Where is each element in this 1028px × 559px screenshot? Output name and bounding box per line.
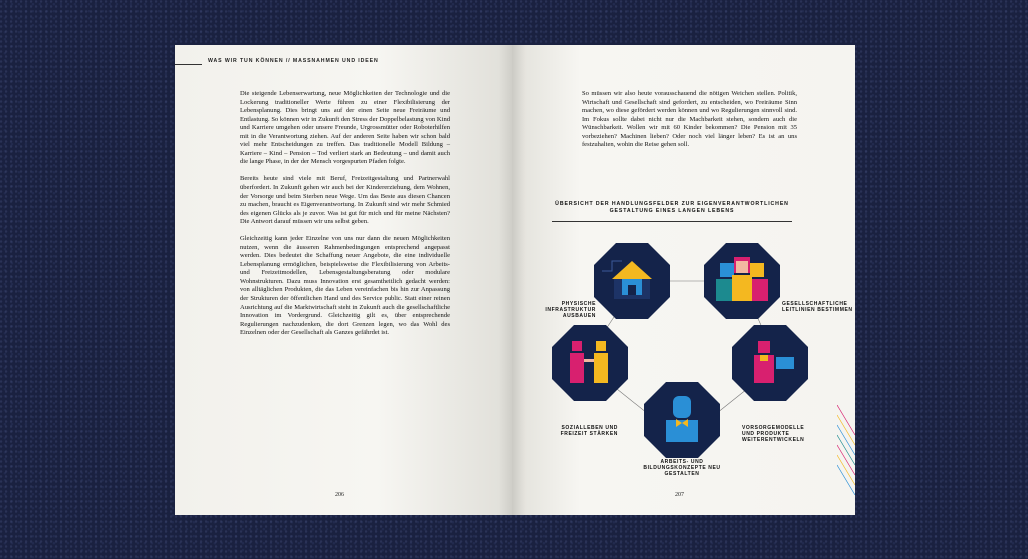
page-number: 207: [675, 492, 684, 498]
colored-stripes-decoration: [837, 405, 855, 495]
running-head-text: WAS WIR TUN KÖNNEN // MASSNAHMEN UND IDEEN: [208, 58, 379, 64]
paragraph: Bereits heute sind viele mit Beruf, Freizeitgestaltung und Partnerwahl überfordert. In Zukunft gehen wir auch bei der Kindererziehung, dem Wohnen, der Vorsorge und beim Sterben neue Wege. Um das Beste aus diesen Chancen zu machen, braucht es Eigenverantwortung. In Zukunft sind wir mehr Schmied des eigenen Glücks als je zuvor. Was ist gut für mich und für meine Nächsten? Die Antwort darauf müssen wir uns selbst geben.: [240, 175, 450, 226]
label-guidelines: GESELLSCHAFTLICHE LEITLINIEN BESTIMMEN: [782, 301, 853, 313]
label-infrastructure: PHYSISCHE INFRASTRUKTUR AUSBAUEN: [545, 301, 596, 319]
running-head-rule: [175, 64, 202, 65]
label-social-life: SOZIALLEBEN UND FREIZEIT STÄRKEN: [560, 425, 618, 437]
presenter-icon: [732, 325, 808, 401]
overview-title: ÜBERSICHT DER HANDLUNGSFELDER ZUR EIGENVERANTWORTLICHEN GESTALTUNG EINES LANGEN LEBENS: [555, 201, 789, 214]
group-of-people-icon: [704, 243, 780, 319]
page-number: 206: [335, 492, 344, 498]
person-bowtie-icon: [644, 382, 720, 458]
label-provision-models: VORSORGEMODELLE UND PRODUKTE WEITERENTWICKELN: [742, 425, 805, 443]
paragraph: Gleichzeitig kann jeder Einzelne von uns nur dann die neuen Möglichkeiten nutzen, wenn die äusseren Rahmenbedingungen entsprechend angepasst werden. Dies bedeutet die Schaffung neuer Angebote, die eine individuelle Lebensplanung ermöglichen, beispielsweise die Flexibilisierung von Arbeits- und Freizeitmodellen, Lebensgestaltungsberatung oder modulare Wohnstrukturen. Dazu muss Innovation erst gesamtheitlich gedacht werden: von alltäglichen Produkten, die das Leben vereinfachen bis hin zur Anpassung der Strukturen der öffentlichen Hand und des Service public. Statt einer reinen Ausrichtung auf die Marktwirtschaft steht in Zukunft auch die gesellschaftliche Innovation im Vordergrund. Gleichzeitig gilt es, über entsprechende Regulierungen nachzudenken, die dort Grenzen legen, wo das Wohl des Einzelnen oder der Gesellschaft als Ganzes gefährdet ist.: [240, 235, 450, 337]
house-icon: [594, 243, 670, 319]
left-page: [175, 45, 512, 515]
running-head: [175, 58, 512, 68]
label-work-education: ARBEITS- UND BILDUNGSKONZEPTE NEU GESTALTEN: [643, 459, 721, 477]
left-body-text: [240, 90, 450, 346]
book-spread: [175, 45, 855, 515]
right-body-text: [582, 90, 797, 158]
paragraph: Die steigende Lebenserwartung, neue Möglichkeiten der Technologie und die Lockerung traditioneller Werte führen zu einer Flexibilisierung der Lebensplanung. Dies bringt uns auf der einen Seite neue Freiräume und Entlastung. So können wir in Zukunft den Stress der Doppelbelastung von Kind und Karriere umgehen oder unsere Freunde, Urgrossmütter oder Roboterhilfen mit in die Verantwortung ziehen. Auf der anderen Seite haben wir schon bald viel mehr Entscheidungen zu treffen. Das traditionelle Modell Bildung – Karriere – Kind – Pension – Tod verliert stark an Bedeutung – und damit auch die lange Phase, in der der Mensch vorgespurten Pfaden folgte.: [240, 90, 450, 166]
overview-rule: [552, 221, 792, 222]
couple-icon: [552, 325, 628, 401]
paragraph: So müssen wir also heute vorausschauend die nötigen Weichen stellen. Politik, Wirtschaft und Gesellschaft sind gefordert, zu entscheiden, wo Freiräume Sinn machen, wo diese gefördert werden können und wo Regulierungen sinnvoll sind. Im Fokus sollte dabei nicht nur die Machbarkeit stehen, sondern auch die Wünschbarkeit. Wollen wir mit 60 Kinder bekommen? Die Pension mit 35 vorbeziehen? Machinen lieben? Oder noch viel länger leben? Es ist an uns festzuhalten, wohin die Reise gehen soll.: [582, 90, 797, 149]
right-page: [512, 45, 855, 515]
action-fields-diagram: [542, 235, 853, 477]
